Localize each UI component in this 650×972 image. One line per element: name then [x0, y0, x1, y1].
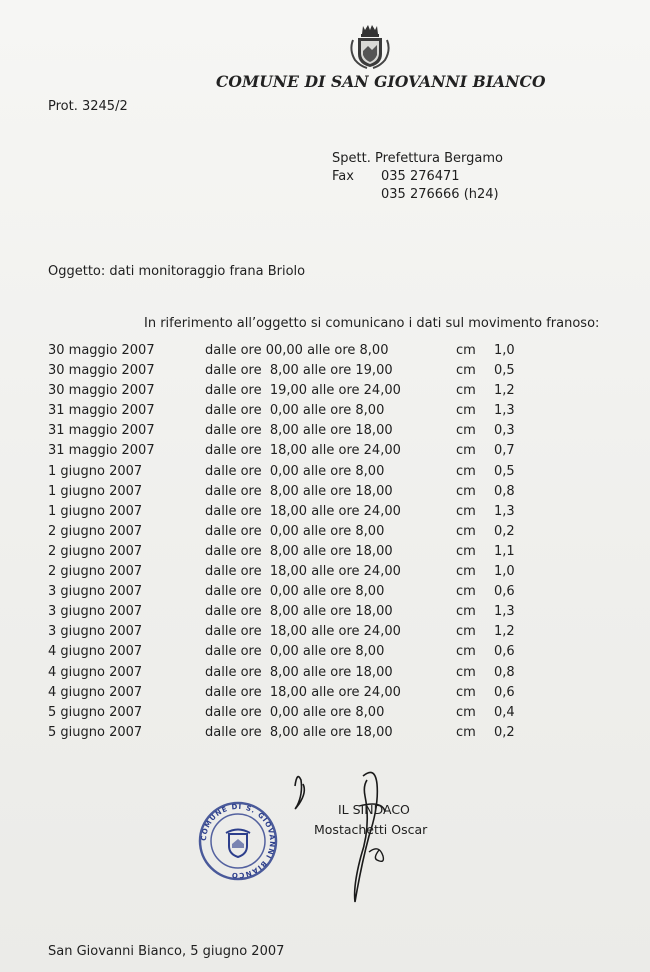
measurement-value: 0,3 [494, 423, 515, 439]
measurement-unit: cm [456, 543, 476, 559]
measurement-value: 0,6 [494, 584, 515, 600]
measurement-time-range: dalle ore 8,00 alle ore 18,00 [205, 724, 393, 740]
measurement-time-range: dalle ore 00,00 alle ore 8,00 [205, 343, 389, 358]
measurement-time-range: dalle ore 0,00 alle ore 8,00 [205, 644, 385, 660]
stamp-text: COMUNE DI S. GIOVANNI BIANCO [199, 802, 277, 880]
measurement-value: 1,0 [494, 343, 515, 358]
measurement-date: 30 maggio 2007 [48, 343, 155, 358]
signatory-title: IL SINDACO [338, 802, 410, 817]
measurement-date: 2 giugno 2007 [48, 564, 143, 580]
measurement-date: 31 maggio 2007 [48, 443, 155, 459]
measurement-unit: cm [456, 423, 476, 439]
protocol-number: Prot. 3245/2 [48, 99, 128, 114]
measurement-time-range: dalle ore 0,00 alle ore 8,00 [205, 403, 385, 419]
measurement-time-range: dalle ore 8,00 alle ore 18,00 [205, 604, 393, 620]
measurement-unit: cm [456, 584, 476, 600]
municipality-title: COMUNE DI SAN GIOVANNI BIANCO [216, 72, 546, 91]
recipient-name: Spett. Prefettura Bergamo [332, 151, 503, 166]
measurement-unit: cm [456, 564, 476, 580]
measurement-date: 3 giugno 2007 [48, 584, 143, 600]
measurement-date: 4 giugno 2007 [48, 664, 143, 680]
fax-number: 035 276666 (h24) [381, 187, 499, 202]
measurement-time-range: dalle ore 0,00 alle ore 8,00 [205, 584, 385, 600]
measurement-unit: cm [456, 363, 476, 379]
fax-row [332, 168, 503, 204]
measurement-unit: cm [456, 664, 476, 680]
measurement-unit: cm [456, 463, 476, 479]
measurement-date: 3 giugno 2007 [48, 624, 143, 640]
measurement-value: 1,3 [494, 604, 515, 620]
measurement-value: 0,5 [494, 363, 515, 379]
measurement-time-range: dalle ore 18,00 alle ore 24,00 [205, 624, 401, 640]
measurement-date: 1 giugno 2007 [48, 483, 143, 499]
measurement-value: 1,2 [494, 383, 515, 399]
measurement-value: 0,2 [494, 724, 515, 740]
measurement-value: 0,5 [494, 463, 515, 479]
official-stamp-icon [197, 800, 279, 882]
measurement-date: 5 giugno 2007 [48, 724, 143, 740]
measurement-date: 30 maggio 2007 [48, 363, 155, 379]
measurement-value: 1,3 [494, 503, 515, 519]
measurement-value: 0,6 [494, 644, 515, 660]
measurement-date: 2 giugno 2007 [48, 543, 143, 559]
measurement-unit: cm [456, 523, 476, 539]
measurement-date: 4 giugno 2007 [48, 684, 143, 700]
measurement-unit: cm [456, 503, 476, 519]
measurement-value: 1,3 [494, 403, 515, 419]
measurement-value: 1,0 [494, 564, 515, 580]
measurement-value: 0,6 [494, 684, 515, 700]
measurement-date: 30 maggio 2007 [48, 383, 155, 399]
measurement-time-range: dalle ore 18,00 alle ore 24,00 [205, 564, 401, 580]
fax-label: Fax [332, 169, 354, 184]
signatory-name: Mostachetti Oscar [314, 822, 428, 837]
measurement-date: 1 giugno 2007 [48, 463, 143, 479]
measurement-time-range: dalle ore 8,00 alle ore 18,00 [205, 423, 393, 439]
measurement-unit: cm [456, 644, 476, 660]
measurement-unit: cm [456, 403, 476, 419]
measurement-date: 31 maggio 2007 [48, 423, 155, 439]
measurement-unit: cm [456, 483, 476, 499]
measurement-value: 0,2 [494, 523, 515, 539]
measurement-value: 0,8 [494, 664, 515, 680]
measurement-unit: cm [456, 704, 476, 720]
measurement-time-range: dalle ore 8,00 alle ore 19,00 [205, 363, 393, 379]
measurement-time-range: dalle ore 0,00 alle ore 8,00 [205, 704, 385, 720]
measurement-value: 1,1 [494, 543, 515, 559]
measurement-time-range: dalle ore 18,00 alle ore 24,00 [205, 443, 401, 459]
measurement-time-range: dalle ore 18,00 alle ore 24,00 [205, 684, 401, 700]
recipient-block [332, 150, 503, 204]
fax-number: 035 276471 [381, 169, 460, 184]
measurement-time-range: dalle ore 0,00 alle ore 8,00 [205, 523, 385, 539]
measurement-unit: cm [456, 624, 476, 640]
measurement-date: 5 giugno 2007 [48, 704, 143, 720]
measurement-value: 0,7 [494, 443, 515, 459]
measurement-time-range: dalle ore 18,00 alle ore 24,00 [205, 503, 401, 519]
measurement-time-range: dalle ore 0,00 alle ore 8,00 [205, 463, 385, 479]
measurement-date: 31 maggio 2007 [48, 403, 155, 419]
place-and-date: San Giovanni Bianco, 5 giugno 2007 [48, 944, 285, 959]
municipal-crest-icon [345, 22, 395, 70]
measurement-unit: cm [456, 443, 476, 459]
measurement-unit: cm [456, 343, 476, 358]
measurement-unit: cm [456, 724, 476, 740]
intro-text: In riferimento all’oggetto si comunicano i dati sul movimento franoso: [144, 316, 600, 331]
measurement-date: 3 giugno 2007 [48, 604, 143, 620]
measurement-value: 0,4 [494, 704, 515, 720]
measurement-date: 4 giugno 2007 [48, 644, 143, 660]
measurement-value: 0,8 [494, 483, 515, 499]
measurement-time-range: dalle ore 8,00 alle ore 18,00 [205, 543, 393, 559]
measurement-unit: cm [456, 684, 476, 700]
fax-numbers [381, 168, 499, 204]
measurement-time-range: dalle ore 8,00 alle ore 18,00 [205, 664, 393, 680]
subject-line: Oggetto: dati monitoraggio frana Briolo [48, 264, 306, 279]
measurement-date: 2 giugno 2007 [48, 523, 143, 539]
measurement-unit: cm [456, 383, 476, 399]
measurement-value: 1,2 [494, 624, 515, 640]
measurement-unit: cm [456, 604, 476, 620]
measurement-time-range: dalle ore 8,00 alle ore 18,00 [205, 483, 393, 499]
measurement-date: 1 giugno 2007 [48, 503, 143, 519]
measurement-time-range: dalle ore 19,00 alle ore 24,00 [205, 383, 401, 399]
